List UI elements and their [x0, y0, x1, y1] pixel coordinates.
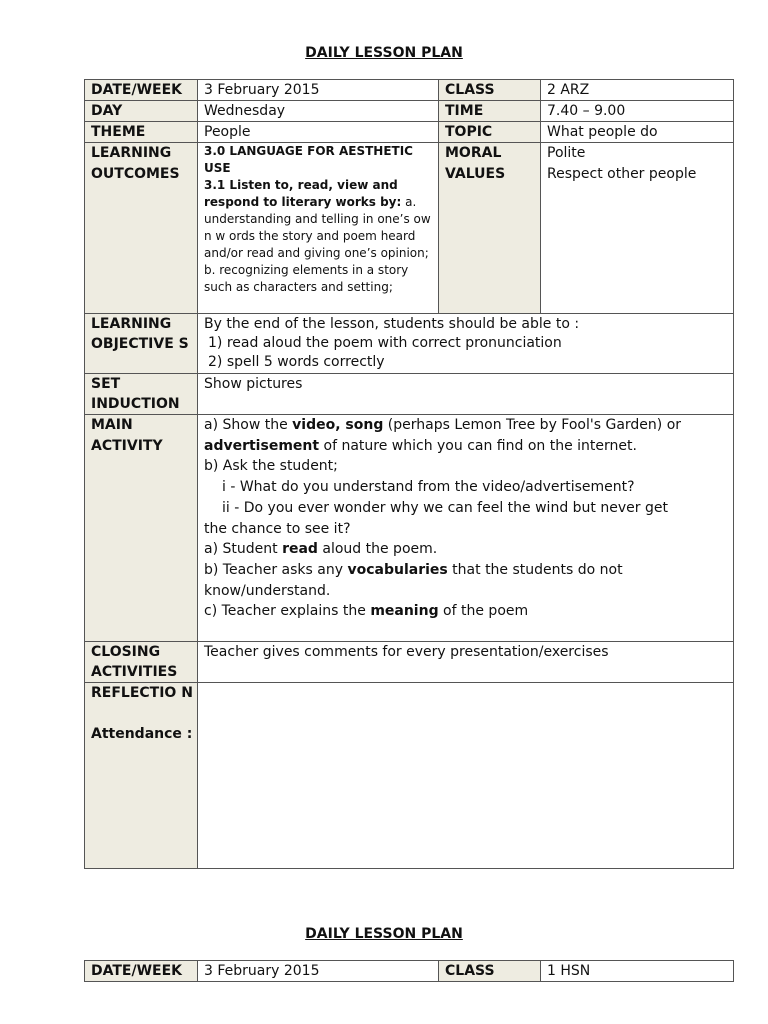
time-value: 7.40 – 9.00	[541, 101, 734, 122]
set-induction-label: SET INDUCTION	[85, 374, 198, 415]
activity-text: that the students do not know/understand.	[204, 561, 623, 599]
activity-question-2-cont: the chance to see it?	[204, 520, 351, 537]
activity-question-1: i - What do you understand from the video/advertisement?	[222, 479, 635, 496]
date-week-label: DATE/WEEK	[85, 961, 198, 982]
row-date	[85, 80, 734, 101]
reflection-label: REFLECTIO N	[91, 685, 193, 701]
learning-outcomes-value	[198, 143, 439, 314]
activity-emphasis: vocabularies	[347, 561, 448, 578]
reflection-value	[198, 683, 734, 869]
topic-label: TOPIC	[439, 122, 541, 143]
activity-emphasis: read	[282, 541, 318, 558]
closing-activities-label: CLOSING ACTIVITIES	[85, 642, 198, 683]
row-objectives	[85, 314, 734, 374]
main-activity-value	[198, 415, 734, 642]
topic-value: What people do	[541, 122, 734, 143]
activity-b2	[204, 560, 729, 601]
activity-emphasis: meaning	[370, 603, 439, 620]
activity-b1: b) Ask the student;	[204, 458, 338, 475]
class-value: 1 HSN	[541, 961, 734, 982]
row-main-activity	[85, 415, 734, 642]
outcomes-sub-rest: a. understanding and telling in one’s ow n w ords the story and poem heard and/or read and giving one’s opinion; b. recognizing elements in a story such as characters and setting;	[204, 195, 431, 294]
activity-emphasis: video, song	[292, 417, 384, 433]
outcomes-body	[204, 177, 434, 296]
row-day	[85, 101, 734, 122]
outcomes-sub-bold: 3.1 Listen to, read, view and respond to literary works by:	[204, 178, 402, 209]
date-week-value: 3 February 2015	[198, 961, 439, 982]
row-reflection	[85, 683, 734, 869]
activity-c	[204, 601, 729, 622]
moral-values-label: MORAL VALUES	[439, 143, 541, 314]
activity-text: c) Teacher explains the	[204, 603, 371, 620]
learning-objectives-value	[198, 314, 734, 374]
moral-value-item: Respect other people	[547, 166, 697, 182]
outcomes-heading: 3.0 LANGUAGE FOR AESTHETIC USE	[204, 144, 413, 175]
lesson-plan-title: DAILY LESSON PLAN	[305, 45, 463, 61]
day-value: Wednesday	[198, 101, 439, 122]
lesson-plan-table	[84, 79, 734, 869]
class-value: 2 ARZ	[541, 80, 734, 101]
activity-text: a) Student	[204, 541, 283, 558]
activity-text: aloud the poem.	[317, 541, 438, 558]
objective-item: 2) spell 5 words correctly	[208, 354, 385, 370]
activity-question-2: ii - Do you ever wonder why we can feel the wind but never get	[222, 499, 668, 516]
date-week-value: 3 February 2015	[198, 80, 439, 101]
activity-text: b) Teacher asks any	[204, 561, 348, 578]
activity-a2	[204, 539, 729, 560]
activity-text: (perhaps Lemon Tree by Fool's Garden) or	[383, 417, 682, 433]
spacer	[91, 704, 193, 724]
theme-label: THEME	[85, 122, 198, 143]
theme-value: People	[198, 122, 439, 143]
row-set-induction	[85, 374, 734, 415]
activity-text: a) Show the	[204, 417, 293, 433]
row-date	[85, 961, 734, 982]
main-activity-label: MAIN ACTIVITY	[85, 415, 198, 642]
moral-value-item: Polite	[547, 145, 586, 161]
objective-item: 1) read aloud the poem with correct pronunciation	[208, 335, 562, 351]
attendance-label: Attendance :	[91, 726, 193, 742]
learning-objectives-label: LEARNING OBJECTIVE S	[85, 314, 198, 374]
set-induction-value: Show pictures	[198, 374, 734, 415]
learning-outcomes-label: LEARNING OUTCOMES	[85, 143, 198, 314]
row-theme	[85, 122, 734, 143]
objectives-intro: By the end of the lesson, students should be able to :	[204, 316, 580, 332]
lesson-plan-title-2: DAILY LESSON PLAN	[305, 926, 463, 942]
activity-emphasis: advertisement	[204, 437, 320, 454]
row-closing	[85, 642, 734, 683]
activity-a1	[204, 415, 729, 456]
closing-activities-value: Teacher gives comments for every presentation/exercises	[198, 642, 734, 683]
reflection-label-cell	[85, 683, 198, 869]
activity-text: of nature which you can find on the internet.	[319, 437, 637, 454]
lesson-plan-table-2	[84, 960, 734, 982]
moral-values-value	[541, 143, 734, 314]
class-label: CLASS	[439, 80, 541, 101]
day-label: DAY	[85, 101, 198, 122]
activity-text: of the poem	[438, 603, 529, 620]
row-outcomes	[85, 143, 734, 314]
date-week-label: DATE/WEEK	[85, 80, 198, 101]
time-label: TIME	[439, 101, 541, 122]
class-label: CLASS	[439, 961, 541, 982]
